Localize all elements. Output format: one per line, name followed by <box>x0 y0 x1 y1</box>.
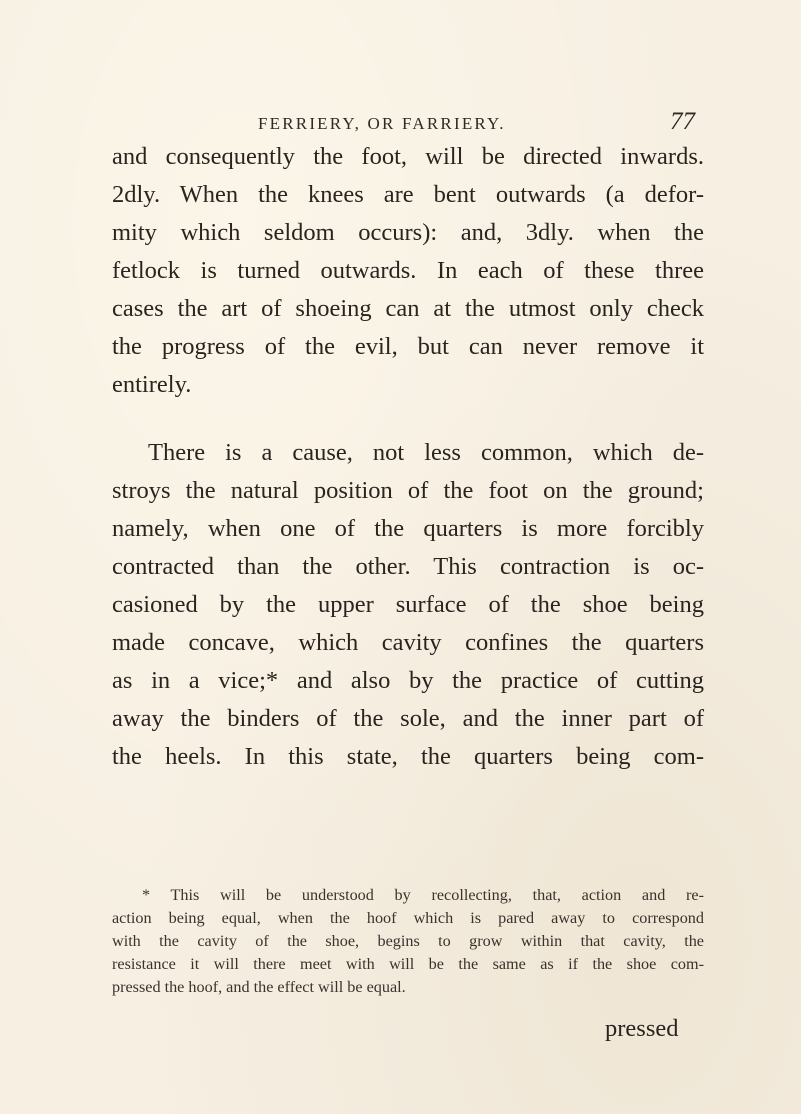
running-title: FERRIERY, OR FARRIERY. <box>258 114 506 133</box>
text-line: the progress of the evil, but can never remove it <box>112 333 704 360</box>
footnote-line: pressed the hoof, and the effect will be equal. <box>112 978 406 996</box>
footnote <box>112 884 704 999</box>
catchword: pressed <box>605 1015 679 1042</box>
text-line: as in a vice;* and also by the practice of cutting <box>112 667 704 694</box>
text-line: namely, when one of the quarters is more forcibly <box>112 515 704 542</box>
page-number: 77 <box>670 108 695 135</box>
text-line: stroys the natural position of the foot on the ground; <box>112 477 704 504</box>
text-line: and consequently the foot, will be directed inwards. <box>112 143 704 170</box>
paragraph-1 <box>112 138 704 404</box>
footnote-line: action being equal, when the hoof which is pared away to correspond <box>112 909 704 927</box>
text-line: casioned by the upper surface of the shoe being <box>112 591 704 618</box>
footnote-line: * This will be understood by recollecting, that, action and re- <box>142 886 704 904</box>
text-line: 2dly. When the knees are bent outwards (a defor- <box>112 181 704 208</box>
text-line: cases the art of shoeing can at the utmost only check <box>112 295 704 322</box>
paragraph-2 <box>112 434 704 776</box>
text-line: entirely. <box>112 371 192 398</box>
footnote-line: resistance it will there meet with will be the same as if the shoe com- <box>112 955 704 973</box>
paragraph-gap <box>112 404 704 434</box>
text-line: the heels. In this state, the quarters being com- <box>112 743 704 770</box>
text-line: There is a cause, not less common, which de- <box>148 439 704 466</box>
text-line: mity which seldom occurs): and, 3dly. when the <box>112 219 704 246</box>
text-line: away the binders of the sole, and the inner part of <box>112 705 704 732</box>
body-text <box>112 138 704 776</box>
text-line: fetlock is turned outwards. In each of these three <box>112 257 704 284</box>
text-line: contracted than the other. This contraction is oc- <box>112 553 704 580</box>
text-line: made concave, which cavity confines the quarters <box>112 629 704 656</box>
footnote-line: with the cavity of the shoe, begins to grow within that cavity, the <box>112 932 704 950</box>
